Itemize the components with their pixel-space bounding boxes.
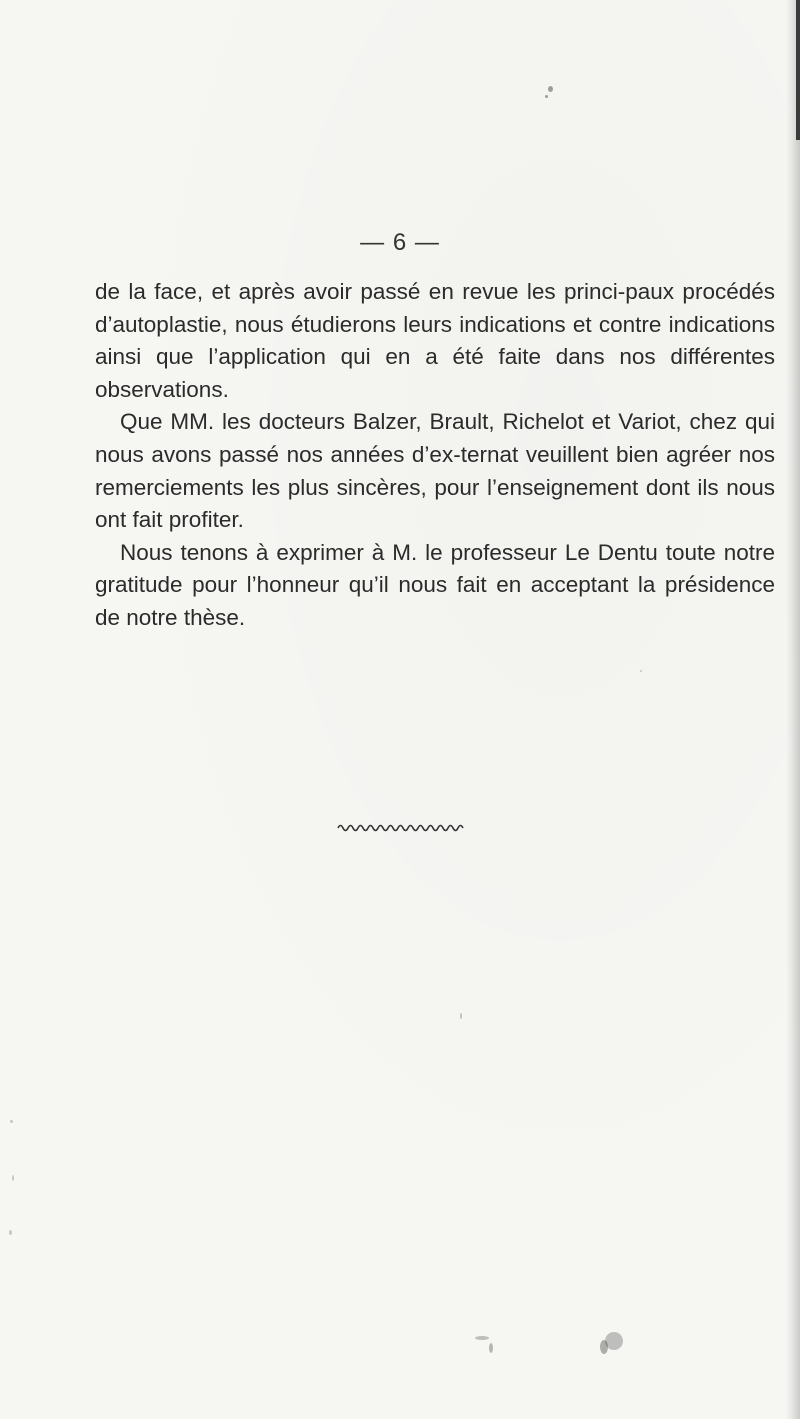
scan-speck <box>600 1340 608 1354</box>
paragraph-2: Que MM. les docteurs Balzer, Brault, Richelot et Variot, chez qui nous avons passé nos années d’ex-ternat veuillent bien agréer nos remerciements les plus sincères, pour l’enseignement dont ils nous ont fait profiter. <box>95 409 775 533</box>
scan-speck <box>545 95 548 98</box>
page-edge-mark <box>796 0 800 140</box>
scan-speck <box>640 670 642 672</box>
paragraph-1: de la face, et après avoir passé en revue les princi-paux procédés d’autoplastie, nous étudierons leurs indications et contre indications ainsi que l’application qui en a été faite dans nos différentes observations. <box>95 279 775 402</box>
scan-speck <box>10 1120 13 1123</box>
page-edge-shadow <box>786 0 800 1419</box>
page-number: — 6 — <box>360 229 440 256</box>
scan-speck <box>548 86 553 92</box>
wavy-line-ornament-icon <box>337 822 465 834</box>
scan-speck <box>9 1230 12 1235</box>
scan-speck <box>489 1343 493 1353</box>
scan-speck <box>460 1013 462 1019</box>
paragraph-3: Nous tenons à exprimer à M. le professeur Le Dentu toute notre gratitude pour l’honneur qu’il nous fait en acceptant la présidence de notre thèse. <box>95 539 775 630</box>
scan-speck <box>475 1336 489 1340</box>
body-text <box>95 276 775 635</box>
scan-speck <box>12 1175 14 1181</box>
